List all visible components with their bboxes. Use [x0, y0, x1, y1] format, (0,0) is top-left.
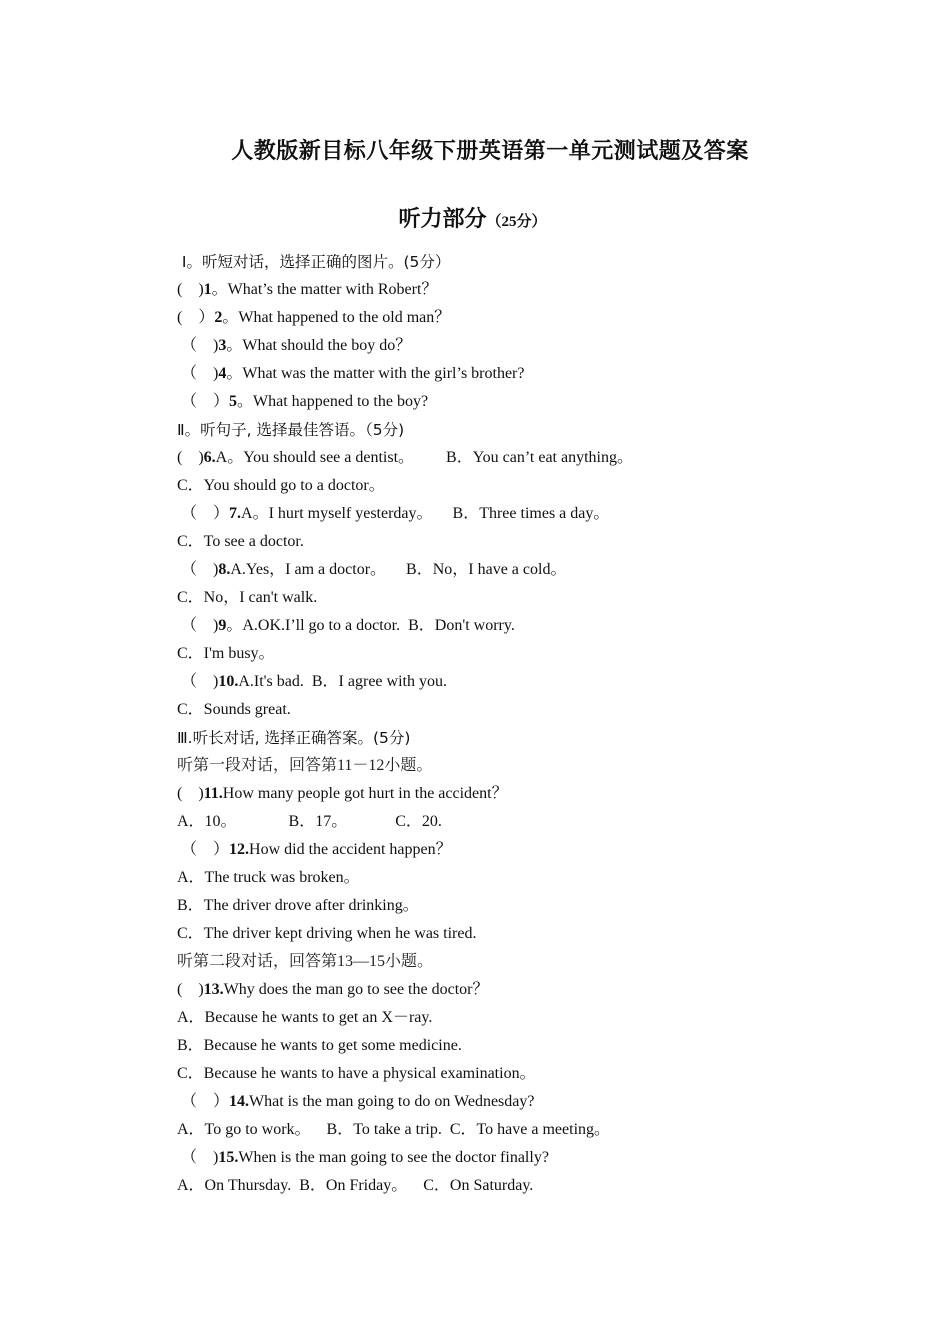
question-line: [177, 1060, 877, 1088]
question-line: [177, 388, 877, 416]
line-text: 。What happened to the old man？: [222, 309, 451, 326]
question-line: [177, 304, 877, 332]
line-text: （ ): [177, 1149, 219, 1166]
section-title: [0, 202, 945, 233]
question-line: [177, 1088, 877, 1116]
line-text: A．The truck was broken。: [177, 869, 360, 886]
question-number: 6.: [203, 449, 216, 466]
line-text: What is the man going to do on Wednesday?: [249, 1093, 535, 1110]
line-text: （ ）: [177, 1093, 230, 1110]
question-number: 3: [218, 337, 227, 354]
question-line: [177, 808, 877, 836]
question-line: [177, 556, 877, 584]
line-text: （ ): [177, 337, 219, 354]
line-text: 。What happened to the boy?: [237, 393, 429, 410]
line-text: C．Sounds great.: [177, 701, 291, 718]
line-text: ( ): [177, 981, 204, 998]
question-number: 15.: [218, 1149, 239, 1166]
line-text: A．To go to work。 B．To take a trip. C．To have a meeting。: [177, 1121, 611, 1138]
question-line: [177, 528, 877, 556]
question-number: 14.: [229, 1093, 250, 1110]
line-text: C．I'm busy。: [177, 645, 275, 662]
question-number: 10.: [218, 673, 239, 690]
line-text: 听第一段对话，回答第11－12小题。: [177, 757, 433, 774]
line-text: A。You should see a dentist。 B．You can’t eat anything。: [215, 449, 633, 466]
question-line: [177, 360, 877, 388]
question-line: [177, 444, 877, 472]
question-number: 9: [218, 617, 227, 634]
question-line: [177, 472, 877, 500]
question-number: 13.: [203, 981, 224, 998]
question-line: [177, 836, 877, 864]
question-list: [177, 248, 877, 1200]
line-text: C．Because he wants to have a physical examination。: [177, 1065, 536, 1082]
question-number: 12.: [229, 841, 250, 858]
line-text: 。What should the boy do？: [226, 337, 412, 354]
line-text: Ⅱ。听句子, 选择最佳答语。（5分): [177, 421, 405, 439]
section-heading: [177, 248, 877, 276]
line-text: （ ): [177, 617, 219, 634]
section-heading: [177, 724, 877, 752]
section-name: 听力部分: [398, 207, 487, 232]
dialogue-intro: [177, 948, 877, 976]
question-number: 5: [229, 393, 238, 410]
line-text: C．To see a doctor.: [177, 533, 304, 550]
line-text: A.Yes，I am a doctor。 B．No，I have a cold。: [230, 561, 567, 578]
line-text: A。I hurt myself yesterday。 B．Three times a day。: [241, 505, 610, 522]
line-text: C．The driver kept driving when he was tired.: [177, 925, 477, 942]
question-line: [177, 1116, 877, 1144]
line-text: 听第二段对话，回答第13—15小题。: [177, 953, 434, 970]
line-text: ( ): [177, 449, 204, 466]
question-line: [177, 584, 877, 612]
line-text: （ ）: [177, 505, 230, 522]
page-title: 人教版新目标八年级下册英语第一单元测试题及答案: [231, 139, 749, 164]
question-line: [177, 500, 877, 528]
line-text: ( ): [177, 281, 204, 298]
question-line: [177, 668, 877, 696]
line-text: How did the accident happen？: [249, 841, 452, 858]
line-text: ( ): [177, 785, 204, 802]
line-text: （ ): [177, 561, 219, 578]
line-text: 。What’s the matter with Robert？: [211, 281, 438, 298]
line-text: C．No，I can't walk.: [177, 589, 318, 606]
section-points: （25分）: [486, 214, 547, 230]
line-text: B．The driver drove after drinking。: [177, 897, 419, 914]
line-text: C．You should go to a doctor。: [177, 477, 385, 494]
question-number: 11.: [203, 785, 223, 802]
line-text: A.It's bad. B．I agree with you.: [238, 673, 447, 690]
question-line: [177, 1172, 877, 1200]
question-line: [177, 1032, 877, 1060]
question-line: [177, 780, 877, 808]
line-text: A．On Thursday. B．On Friday。 C．On Saturday.: [177, 1177, 534, 1194]
question-line: [177, 696, 877, 724]
question-line: [177, 1144, 877, 1172]
line-text: How many people got hurt in the accident？: [222, 785, 508, 802]
line-text: ( ）: [177, 309, 215, 326]
line-text: 。A.OK.I’ll go to a doctor. B．Don't worry.: [226, 617, 515, 634]
line-text: 。What was the matter with the girl’s brother?: [226, 365, 525, 382]
question-number: 7.: [229, 505, 242, 522]
line-text: Ⅲ.听长对话, 选择正确答案。(5分): [177, 729, 411, 747]
question-line: [177, 332, 877, 360]
line-text: Why does the man go to see the doctor？: [223, 981, 489, 998]
line-text: （ ）: [177, 841, 230, 858]
question-line: [177, 892, 877, 920]
question-line: [177, 612, 877, 640]
question-number: 1: [203, 281, 212, 298]
question-line: [177, 276, 877, 304]
question-number: 4: [218, 365, 227, 382]
section-heading: [177, 416, 877, 444]
line-text: B．Because he wants to get some medicine.: [177, 1037, 462, 1054]
question-line: [177, 976, 877, 1004]
question-line: [177, 640, 877, 668]
line-text: Ⅰ。听短对话，选择正确的图片。(5分）: [177, 253, 451, 271]
question-number: 2: [214, 309, 223, 326]
question-line: [177, 920, 877, 948]
question-line: [177, 864, 877, 892]
dialogue-intro: [177, 752, 877, 780]
question-line: [177, 1004, 877, 1032]
line-text: （ ): [177, 365, 219, 382]
line-text: A．10。 B．17。 C．20.: [177, 813, 442, 830]
line-text: （ ）: [177, 393, 230, 410]
question-number: 8.: [218, 561, 231, 578]
line-text: （ ): [177, 673, 219, 690]
line-text: When is the man going to see the doctor finally?: [238, 1149, 549, 1166]
line-text: A．Because he wants to get an X－ray.: [177, 1009, 433, 1026]
